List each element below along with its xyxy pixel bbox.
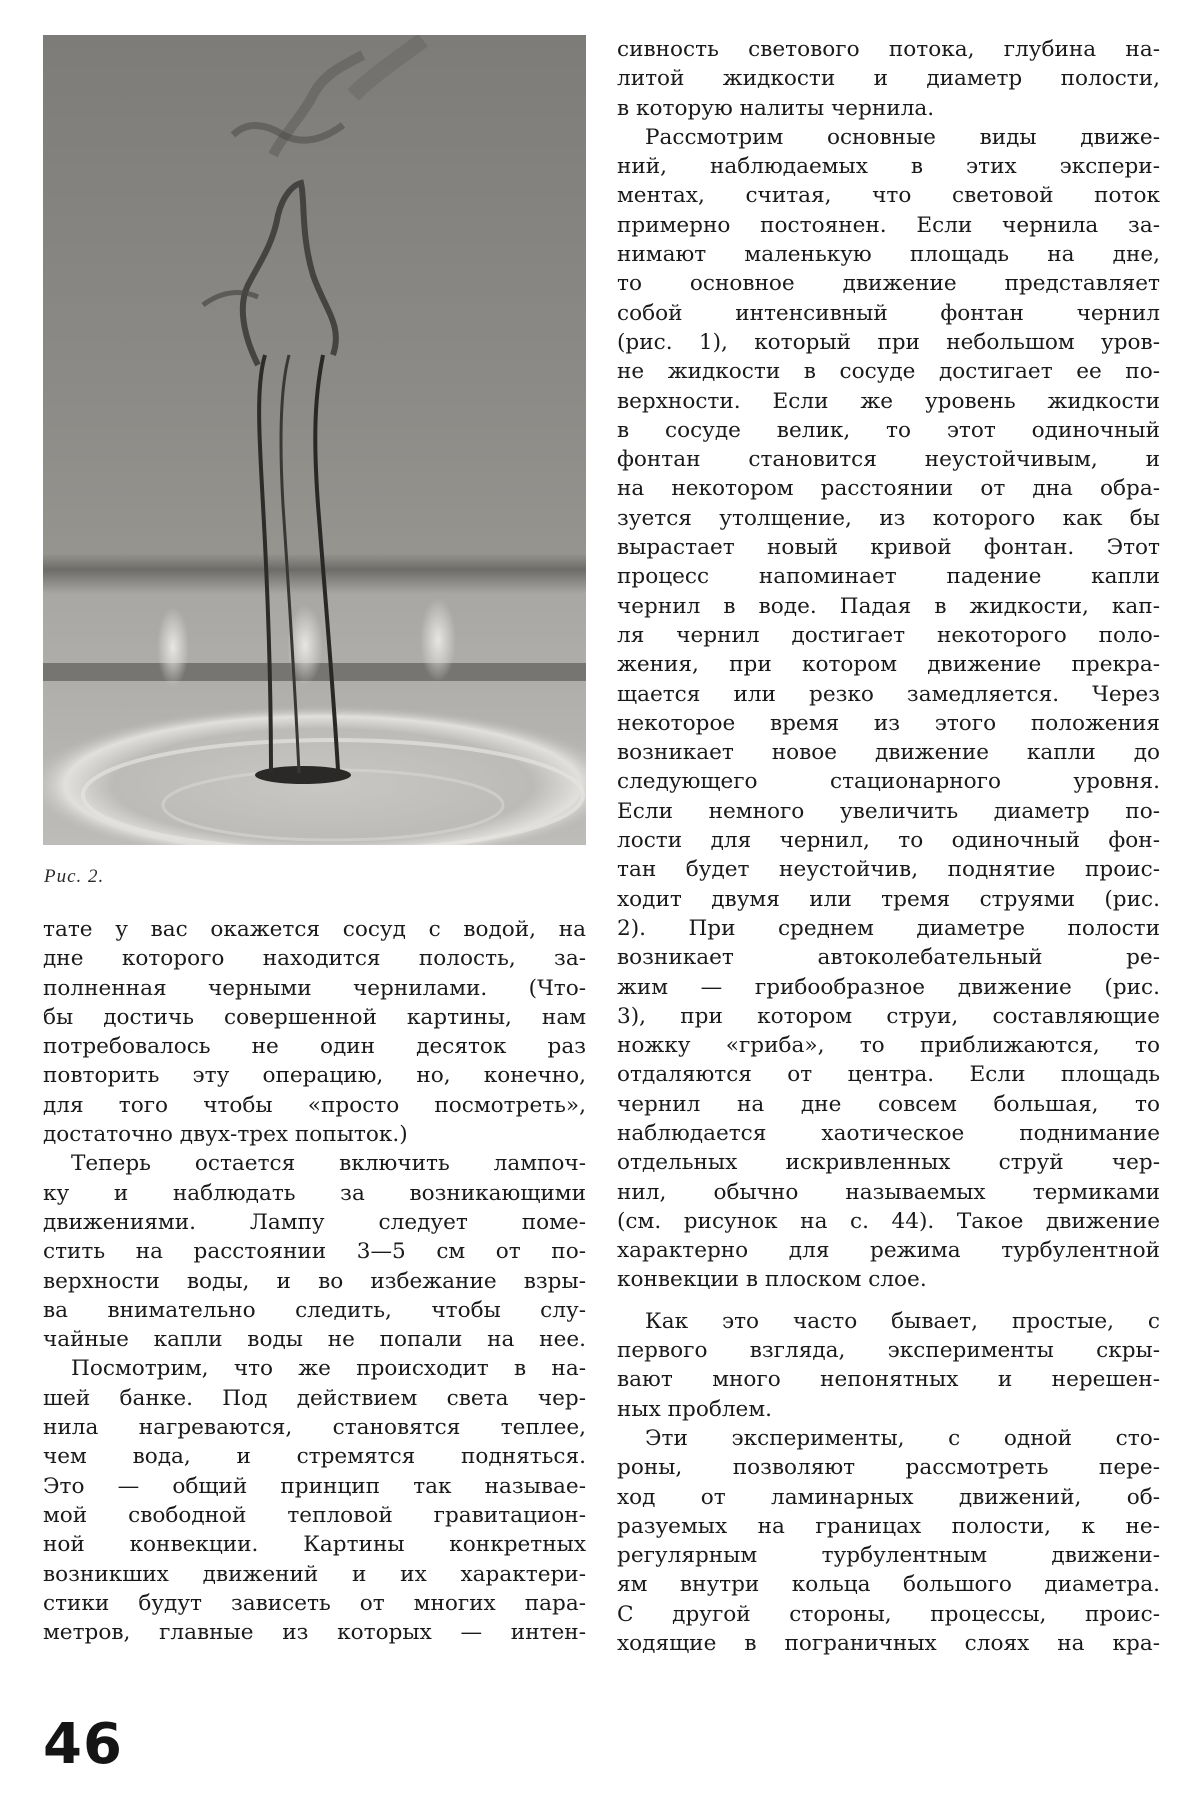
text-line: стики будут зависеть от многих пара-	[43, 1590, 586, 1616]
text-line: в которую налиты чернила.	[617, 95, 935, 121]
text-line: повторить эту операцию, но, конечно,	[43, 1063, 586, 1089]
text-line: фонтан становится неустойчивым, и	[617, 447, 1160, 473]
text-line: Теперь остается включить лампоч-	[71, 1151, 586, 1177]
text-line: 3), при котором струи, составляющие	[617, 1003, 1160, 1029]
text-line: зуется утолщение, из которого как бы	[617, 505, 1160, 531]
figure-photo-ink-fountain	[43, 35, 586, 845]
figure-caption: Рис. 2.	[44, 866, 105, 887]
text-line: дне которого находится полость, за-	[43, 946, 586, 972]
text-line: потребовалось не один десяток раз	[43, 1034, 586, 1060]
text-line: ходящие в пограничных слоях на кра-	[617, 1631, 1160, 1657]
ink-fountain-image	[43, 35, 586, 845]
right-text-column	[617, 35, 1160, 1658]
text-line: собой интенсивный фонтан чернил	[617, 300, 1160, 326]
text-line: мой свободной тепловой гравитацион-	[43, 1502, 586, 1528]
text-line: достаточно двух-трех попыток.)	[43, 1122, 408, 1148]
text-line: ментах, считая, что световой поток	[617, 183, 1160, 209]
text-line: чем вода, и стремятся подняться.	[43, 1444, 586, 1470]
text-line: (рис. 1), который при небольшом уров-	[617, 329, 1160, 355]
text-line: Как это часто бывает, простые, с	[645, 1308, 1160, 1334]
text-line: литой жидкости и диаметр полости,	[617, 66, 1160, 92]
text-line: стить на расстоянии 3—5 см от по-	[43, 1239, 586, 1265]
text-line: чернил в воде. Падая в жидкости, кап-	[617, 593, 1160, 619]
text-line: движениями. Лампу следует поме-	[43, 1209, 586, 1235]
text-line: процесс напоминает падение капли	[617, 564, 1160, 590]
text-line: следующего стационарного уровня.	[617, 769, 1160, 795]
text-line: характерно для режима турбулентной	[617, 1238, 1160, 1264]
page-number: 46	[43, 1712, 123, 1777]
text-line: тате у вас окажется сосуд с водой, на	[43, 917, 586, 942]
text-line: ножку «гриба», то приближаются, то	[617, 1033, 1160, 1059]
text-line: вырастает новый кривой фонтан. Этот	[617, 535, 1160, 561]
text-line: не жидкости в сосуде достигает ее по-	[617, 359, 1160, 385]
text-line: роны, позволяют рассмотреть пере-	[617, 1455, 1160, 1481]
text-line: нил, обычно называемых термиками	[617, 1179, 1160, 1205]
text-line: ний, наблюдаемых в этих экспери-	[617, 154, 1160, 180]
paragraph-gap	[617, 1295, 1160, 1307]
left-text-column	[43, 915, 586, 1647]
text-line: шей банке. Под действием света чер-	[43, 1385, 586, 1411]
text-line: тан будет неустойчив, поднятие проис-	[617, 857, 1160, 883]
text-line: чайные капли воды не попали на нее.	[43, 1327, 586, 1353]
text-line: наблюдается хаотическое поднимание	[617, 1120, 1160, 1146]
text-line: регулярным турбулентным движени-	[617, 1543, 1160, 1569]
text-line: верхности воды, и во избежание взры-	[43, 1268, 586, 1294]
text-line: отдельных искривленных струй чер-	[617, 1150, 1160, 1176]
text-line: ва внимательно следить, чтобы слу-	[43, 1297, 586, 1323]
text-line: для того чтобы «просто посмотреть»,	[43, 1092, 586, 1118]
text-line: нимают маленькую площадь на дне,	[617, 242, 1160, 268]
text-line: ку и наблюдать за возникающими	[43, 1180, 586, 1206]
text-line: Если немного увеличить диаметр по-	[617, 798, 1160, 824]
text-line: Посмотрим, что же происходит в на-	[71, 1356, 586, 1382]
text-line: 2). При среднем диаметре полости	[617, 915, 1160, 941]
text-line: некоторое время из этого положения	[617, 710, 1160, 736]
text-line: сивность светового потока, глубина на-	[617, 37, 1160, 62]
text-line: ной конвекции. Картины конкретных	[43, 1532, 586, 1558]
text-line: чернил на дне совсем большая, то	[617, 1091, 1160, 1117]
text-line: в сосуде велик, то этот одиночный	[617, 417, 1160, 443]
text-line: конвекции в плоском слое.	[617, 1267, 927, 1293]
text-line: на некотором расстоянии от дна обра-	[617, 476, 1160, 502]
text-line: верхности. Если же уровень жидкости	[617, 388, 1160, 414]
text-line: разуемых на границах полости, к не-	[617, 1513, 1160, 1539]
text-line: С другой стороны, процессы, проис-	[617, 1601, 1160, 1627]
text-line: бы достичь совершенной картины, нам	[43, 1004, 586, 1030]
text-line: возникает автоколебательный ре-	[617, 945, 1160, 971]
text-line: возникает новое движение капли до	[617, 740, 1160, 766]
text-line: нила нагреваются, становятся теплее,	[43, 1415, 586, 1441]
text-line: возникших движений и их характери-	[43, 1561, 586, 1587]
text-line: ля чернил достигает некоторого поло-	[617, 622, 1160, 648]
text-line: ходит двумя или тремя струями (рис.	[617, 886, 1160, 912]
text-line: примерно постоянен. Если чернила за-	[617, 212, 1160, 238]
text-line: ных проблем.	[617, 1396, 772, 1422]
text-line: Рассмотрим основные виды движе-	[645, 124, 1160, 150]
text-line: то основное движение представляет	[617, 271, 1160, 297]
text-line: отдаляются от центра. Если площадь	[617, 1062, 1160, 1088]
text-line: ход от ламинарных движений, об-	[617, 1484, 1160, 1510]
text-line: ям внутри кольца большого диаметра.	[617, 1572, 1160, 1598]
text-line: первого взгляда, эксперименты скры-	[617, 1338, 1160, 1364]
text-line: полненная черными чернилами. (Что-	[43, 975, 586, 1001]
text-line: Эти эксперименты, с одной сто-	[645, 1425, 1160, 1451]
text-line: щается или резко замедляется. Через	[617, 681, 1160, 707]
text-line: метров, главные из которых — интен-	[43, 1620, 586, 1646]
text-line: Это — общий принцип так называе-	[43, 1473, 586, 1499]
text-line: лости для чернил, то одиночный фон-	[617, 828, 1160, 854]
text-line: (см. рисунок на с. 44). Такое движение	[617, 1208, 1160, 1234]
text-line: жим — грибообразное движение (рис.	[617, 974, 1160, 1000]
text-line: жения, при котором движение прекра-	[617, 652, 1160, 678]
text-line: вают много непонятных и нерешен-	[617, 1367, 1160, 1393]
